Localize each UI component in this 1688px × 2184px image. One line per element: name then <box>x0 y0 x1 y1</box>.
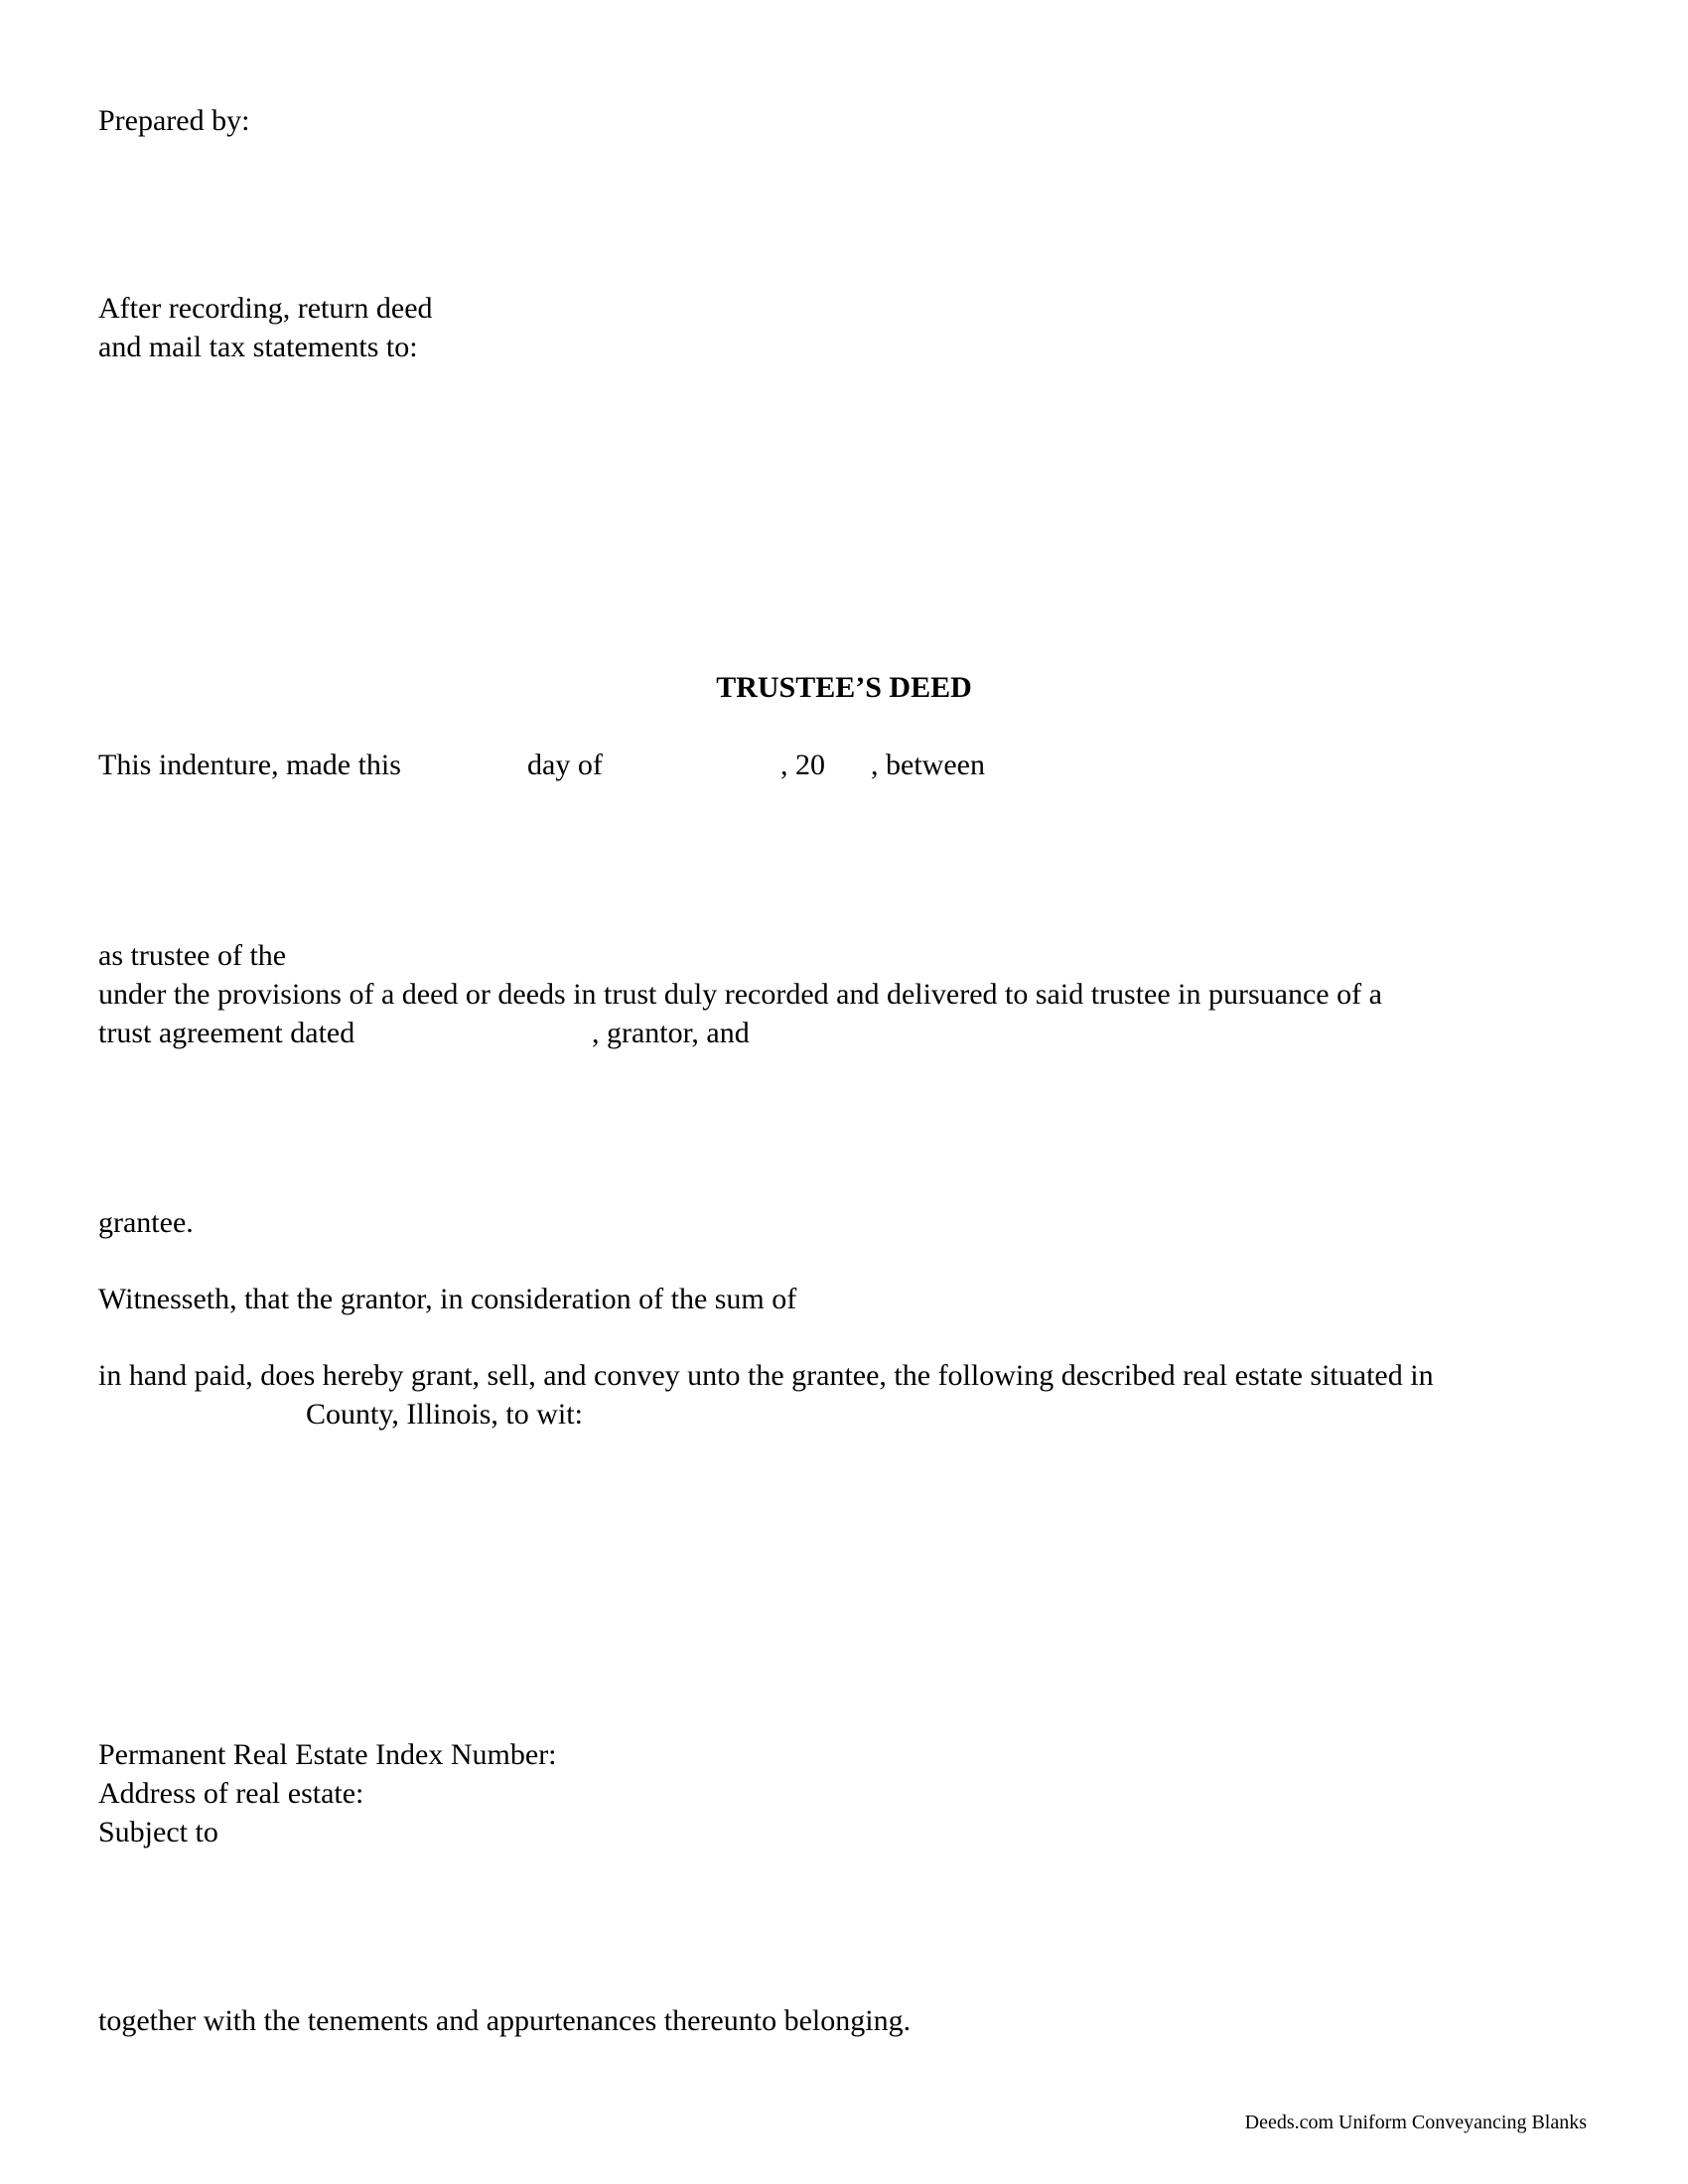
witnesseth-clause: Witnesseth, that the grantor, in consideration of the sum of <box>98 1283 797 1315</box>
indenture-made-this: This indenture, made this <box>98 749 401 781</box>
conveyance-line1: in hand paid, does hereby grant, sell, and convey unto the grantee, the following described real estate situated in <box>98 1359 1434 1392</box>
indenture-day-of: day of <box>527 749 603 781</box>
county-illinois: County, Illinois, to wit: <box>306 1398 583 1431</box>
grantor-and: , grantor, and <box>592 1017 750 1049</box>
indenture-year-prefix: , 20 <box>780 749 825 781</box>
return-address-label-line2: and mail tax statements to: <box>98 331 418 363</box>
footer-text: Deeds.com Uniform Conveyancing Blanks <box>1244 2112 1587 2133</box>
prepared-by-label: Prepared by: <box>98 104 250 137</box>
together-clause: together with the tenements and appurtenances thereunto belonging. <box>98 2004 912 2037</box>
indenture-between: , between <box>871 749 985 781</box>
trustee-line2: under the provisions of a deed or deeds in trust duly recorded and delivered to said trustee in pursuance of a <box>98 978 1382 1011</box>
address-label: Address of real estate: <box>98 1777 364 1810</box>
trust-agreement-dated: trust agreement dated <box>98 1017 355 1049</box>
grantee-label: grantee. <box>98 1206 194 1239</box>
return-address-label-line1: After recording, return deed <box>98 292 433 325</box>
pin-label: Permanent Real Estate Index Number: <box>98 1738 557 1771</box>
document-title: TRUSTEE’S DEED <box>716 671 972 704</box>
trustee-line1: as trustee of the <box>98 939 287 972</box>
subject-to-label: Subject to <box>98 1816 218 1848</box>
